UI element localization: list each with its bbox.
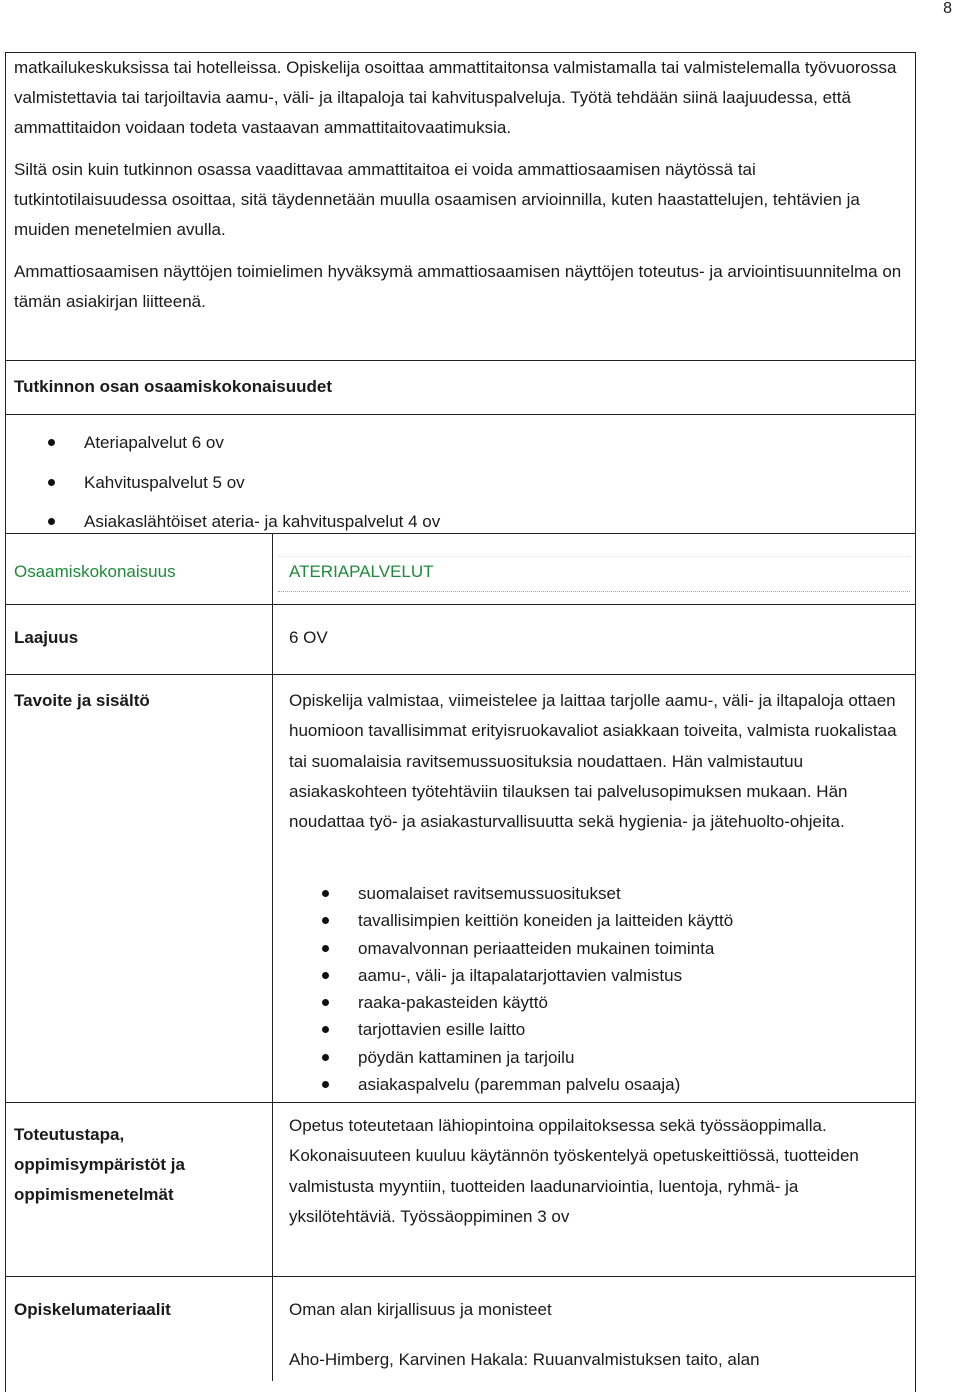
- laajuus-value: 6 OV: [289, 628, 328, 647]
- tavoite-text: Opiskelija valmistaa, viimeistelee ja laittaa tarjolle aamu-, väli- ja iltapaloja ottaen huomioon tavallisimmat erityisruokavaliot asiakkaan toiveita, valmista ruokalistaa tai suomalaisia ravitsemussuosituksia noudattaen. Hän valmistautuu asiakaskohteen työtehtäviin tilauksen tai palvelusopimuksen mukaan. Hän noudattaa työ- ja asiakasturvallisuutta sekä hygienia- ja jätehuolto-ohjeita.: [289, 691, 897, 832]
- tavoite-list: [322, 880, 733, 1098]
- intro-paragraph-2: Siltä osin kuin tutkinnon osassa vaadittavaa ammattitaitoa ei voida ammattiosaamisen näytössä tai tutkintotilaisuudessa osoittaa, sitä täydennetään muulla osaamisen arvioinnilla, kuten haastattelujen, tehtävien ja muiden menetelmien avulla.: [14, 160, 860, 239]
- list-item: tarjottavien esille laitto: [322, 1016, 733, 1043]
- materiaali-label: Opiskelumateriaalit: [14, 1300, 171, 1319]
- intro-section: [14, 53, 909, 317]
- osaamiskokonaisuus-value: ATERIAPALVELUT: [289, 562, 434, 581]
- list-item: omavalvonnan periaatteiden mukainen toiminta: [322, 935, 733, 962]
- list-item: raaka-pakasteiden käyttö: [322, 989, 733, 1016]
- divider: [5, 1102, 916, 1103]
- osaamiskokonaisuus-label: Osaamiskokonaisuus: [14, 562, 176, 581]
- tavoite-label: Tavoite ja sisältö: [14, 691, 150, 710]
- laajuus-label: Laajuus: [14, 628, 79, 647]
- list-item: Kahvituspalvelut 5 ov: [48, 465, 440, 505]
- list-item: Ateriapalvelut 6 ov: [48, 425, 440, 465]
- page-number: 8: [943, 0, 952, 17]
- list-item: Asiakaslähtöiset ateria- ja kahvituspalvelut 4 ov: [48, 504, 440, 544]
- list-item: pöydän kattaminen ja tarjoilu: [322, 1044, 733, 1071]
- intro-paragraph-3: Ammattiosaamisen näyttöjen toimielimen hyväksymä ammattiosaamisen näyttöjen toteutus- ja arviointisuunnitelma on tämän asiakirjan liitteenä.: [14, 262, 902, 311]
- materiaali-line-1: Oman alan kirjallisuus ja monisteet: [289, 1300, 552, 1319]
- toteutus-label: Toteutustapa, oppimisympäristöt ja oppimismenetelmät: [14, 1125, 185, 1204]
- list-item: suomalaiset ravitsemussuositukset: [322, 880, 733, 907]
- toteutus-text: Opetus toteutetaan lähiopintoina oppilaitoksessa sekä työssäoppimalla. Kokonaisuuteen kuuluu käytännön työskentelyä opetuskeittiössä, tuotteiden valmistusta myyntiin, tuotteiden laadunarviointia, luentoja, ryhmä- ja yksilötehtäviä. Työssäoppiminen 3 ov: [289, 1116, 859, 1226]
- list-item: asiakaspalvelu (paremman palvelu osaaja): [322, 1071, 733, 1098]
- divider: [5, 1276, 916, 1277]
- competence-list: [48, 425, 440, 544]
- competence-heading: Tutkinnon osan osaamiskokonaisuudet: [14, 377, 333, 396]
- divider: [5, 604, 916, 605]
- column-divider: [272, 533, 273, 1381]
- list-item: tavallisimpien keittiön koneiden ja laitteiden käyttö: [322, 907, 733, 934]
- intro-paragraph-1: matkailukeskuksissa tai hotelleissa. Opiskelija osoittaa ammattitaitonsa valmistamalla tai valmistelemalla työvuorossa valmistettavia tai tarjoiltavia aamu-, väli- ja iltapaloja tai kahvituspalveluja. Työtä tehdään siinä laajuudessa, että ammattitaidon voidaan todeta vastaavan ammattitaitovaatimuksia.: [14, 58, 897, 137]
- divider: [5, 533, 916, 534]
- list-item: aamu-, väli- ja iltapalatarjottavien valmistus: [322, 962, 733, 989]
- materiaali-line-2: Aho-Himberg, Karvinen Hakala: Ruuanvalmistuksen taito, alan: [289, 1350, 760, 1369]
- divider: [5, 360, 916, 361]
- divider: [5, 414, 916, 415]
- divider: [5, 674, 916, 675]
